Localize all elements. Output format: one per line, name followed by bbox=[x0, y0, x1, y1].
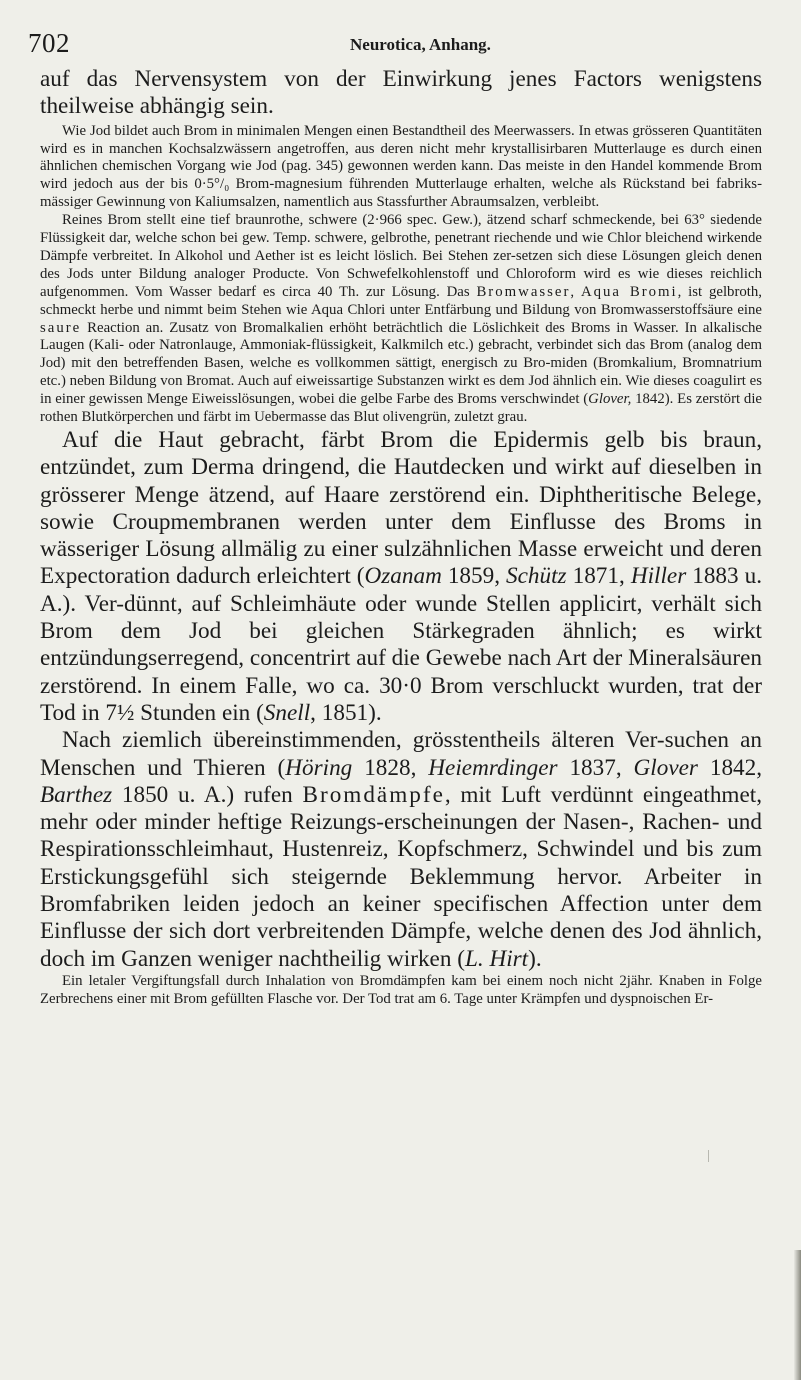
author-hirt: L. Hirt bbox=[464, 945, 529, 972]
term-bromwasser: Bromwasser bbox=[476, 283, 571, 300]
page-number: 702 bbox=[28, 28, 70, 58]
versuche-text-5: 1850 u. A.) rufen bbox=[112, 781, 303, 808]
term-saure: saure bbox=[40, 319, 82, 336]
author-heiemrdinger: Heiemrdinger bbox=[428, 754, 558, 781]
author-schuetz: Schütz bbox=[506, 563, 567, 590]
author-glover: Glover, bbox=[588, 391, 632, 408]
paragraph-nervensystem: auf das Nervensystem von der Einwirkung jenes Factors wenigstens theilweise abhängig sein. bbox=[40, 66, 762, 120]
eigenschaften-text-2: , bbox=[570, 283, 581, 300]
versuche-text-2: 1828, bbox=[352, 754, 429, 781]
author-barthez: Barthez bbox=[40, 781, 113, 808]
running-head: Neurotica, Anhang. bbox=[350, 35, 491, 54]
page-header bbox=[28, 28, 771, 58]
paragraph-eigenschaften bbox=[40, 212, 762, 427]
eigenschaften-text-3: , ist gelbroth, schmeckt herbe und nimmt beim Stehen wie Aqua Chlori unter Entfärbung und Bildung von Bromwasserstoffsäure eine bbox=[40, 283, 762, 318]
author-ozanam: Ozanam bbox=[364, 563, 442, 590]
versuche-text-3: 1837, bbox=[557, 754, 634, 781]
haut-text-4: 1883 u. A.). Ver-dünnt, auf Schleimhäute oder wunde Stellen applicirt, verhält sich Brom dem Jod bei gleichen Stärkegraden ähnlich; es wirkt entzündungserregend, concentrirt auf die Gewebe nach Art der Mineralsäuren zerstörend. In einem Falle, wo ca. 30·0 Brom verschluckt wurden, trat der Tod in 7½ Stunden ein ( bbox=[40, 563, 763, 726]
eigenschaften-text-1: Reines Brom stellt eine tief braunrothe, schwere (2·966 spec. Gew.), ätzend scharf schmeckende, bei 63° siedende Flüssigkeit dar, welche schon bei gew. Temp. schwere, gelbrothe, penetrant riechende und wie Chlor bleichend wirkende Dämpfe verbreitet. In Alkohol und Aether ist es leicht löslich. Bei Stehen zer-setzen sich diese Lösungen gleich denen des Jods unter Bildung analoger Producte. Von Schwefelkohlenstoff und Chloroform wird es wie dieses reichlich aufgenommen. Vom Wasser bedarf es circa 40 Th. zur Lösung. Das bbox=[40, 212, 762, 300]
paragraph-versuche bbox=[40, 727, 762, 973]
versuche-text-4: 1842, bbox=[697, 754, 763, 781]
eigenschaften-text-4: Reaction an. Zusatz von Bromalkalien erhöht beträchtlich die Löslichkeit des Broms in Wasser. In alkalische Laugen (Kali- oder Natronlauge, Ammoniak-flüssigkeit, Kalkmilch etc.) gebracht, verbindet sich das Brom (analog dem Jod) mit den betreffenden Basen, welche es vollkommen sättigt, energisch zu Bro-miden (Bromkalium, Bromnatrium etc.) neben Bildung von Bromat. Auch auf eiweissartige Substanzen wirkt es dem Jod ähnlich ein. Wie dieses coagulirt es in einer gewissen Menge Eiweisslösungen, wobei die gelbe Farbe des Broms verschwindet ( bbox=[40, 319, 762, 408]
haut-text-1: Auf die Haut gebracht, färbt Brom die Epidermis gelb bis braun, entzündet, zum Derma dringend, die Hautdecken und wirkt auf dieselben in grösserer Menge ätzend, auf Haare zerstörend ein. Diphtheritische Belege, sowie Croupmembranen werden unter dem Einflusse des Broms in wässeriger Lösung allmälig zu einer sulzähnlichen Masse erweicht und deren Expectoration dadurch erleichtert ( bbox=[40, 427, 762, 590]
haut-text-3: 1871, bbox=[566, 563, 631, 590]
versuche-text-6: , mit Luft verdünnt eingeathmet, mehr oder minder heftige Reizungs-erscheinungen der Nasen-, Rachen- und Respirationsschleimhaut, Hustenreiz, Kopfschmerz, Schwindel und bis zum Erstickungsgefühl sich steigernde Beklemmung hervor. Arbeiter in Bromfabriken leiden jedoch an keiner specifischen Affection unter dem Einflusse der sich dort verbreitenden Dämpfe, welche denen des Jod ähnlich, doch im Ganzen weniger nachtheilig wirken ( bbox=[40, 781, 763, 972]
scan-mark bbox=[708, 1150, 712, 1162]
versuche-text-7: ). bbox=[528, 945, 542, 972]
term-bromdaempfe: Bromdämpfe bbox=[302, 781, 445, 808]
paragraph-vergiftungsfall: Ein letaler Vergiftungsfall durch Inhalation von Bromdämpfen kam bei einem noch nicht 2jähr. Knaben in Folge Zerbrechens einer mit Brom gefüllten Flasche vor. Der Tod trat am 6. Tage unter Krämpfen und dyspnoischen Er- bbox=[40, 972, 762, 1007]
main-text bbox=[40, 66, 762, 1009]
paragraph-haut bbox=[40, 427, 762, 727]
versuche-text-1: Nach ziemlich übereinstimmenden, grösstentheils älteren Ver-suchen an Menschen und Thieren ( bbox=[40, 727, 762, 781]
author-hoering: Höring bbox=[285, 754, 353, 781]
haut-text-5: , 1851). bbox=[310, 699, 382, 726]
haut-text-2: 1859, bbox=[441, 563, 507, 590]
author-hiller: Hiller bbox=[630, 563, 687, 590]
paragraph-vorkommen: Wie Jod bildet auch Brom in minimalen Mengen einen Bestandtheil des Meerwassers. In etwas grösseren Quantitäten wird es in manchen Kochsalzwässern angetroffen, aus deren nicht mehr krystallisirbaren Mutterlauge es durch einen ähnlichen chemischen Vorgang wie Jod (pag. 345) gewonnen werden kann. Das meiste in den Handel kommende Brom wird jedoch aus der bis 0·5°/₀ Brom-magnesium führenden Mutterlauge erhalten, welche als Rückstand bei fabriks-mässiger Gewinnung von Kaliumsalzen, namentlich aus Stassfurther Abraumsalzen, verbleibt. bbox=[40, 122, 762, 211]
eigenschaften-text-5: 1842). Es zerstört die rothen Blutkörperchen und färbt im Uebermasse das Blut olivengrün, zuletzt grau. bbox=[40, 391, 762, 426]
author-snell: Snell bbox=[263, 699, 311, 726]
page-edge-shadow bbox=[794, 1250, 801, 1380]
term-aqua-bromi: Aqua Bromi bbox=[580, 283, 678, 300]
author-glover-2: Glover bbox=[633, 754, 698, 781]
